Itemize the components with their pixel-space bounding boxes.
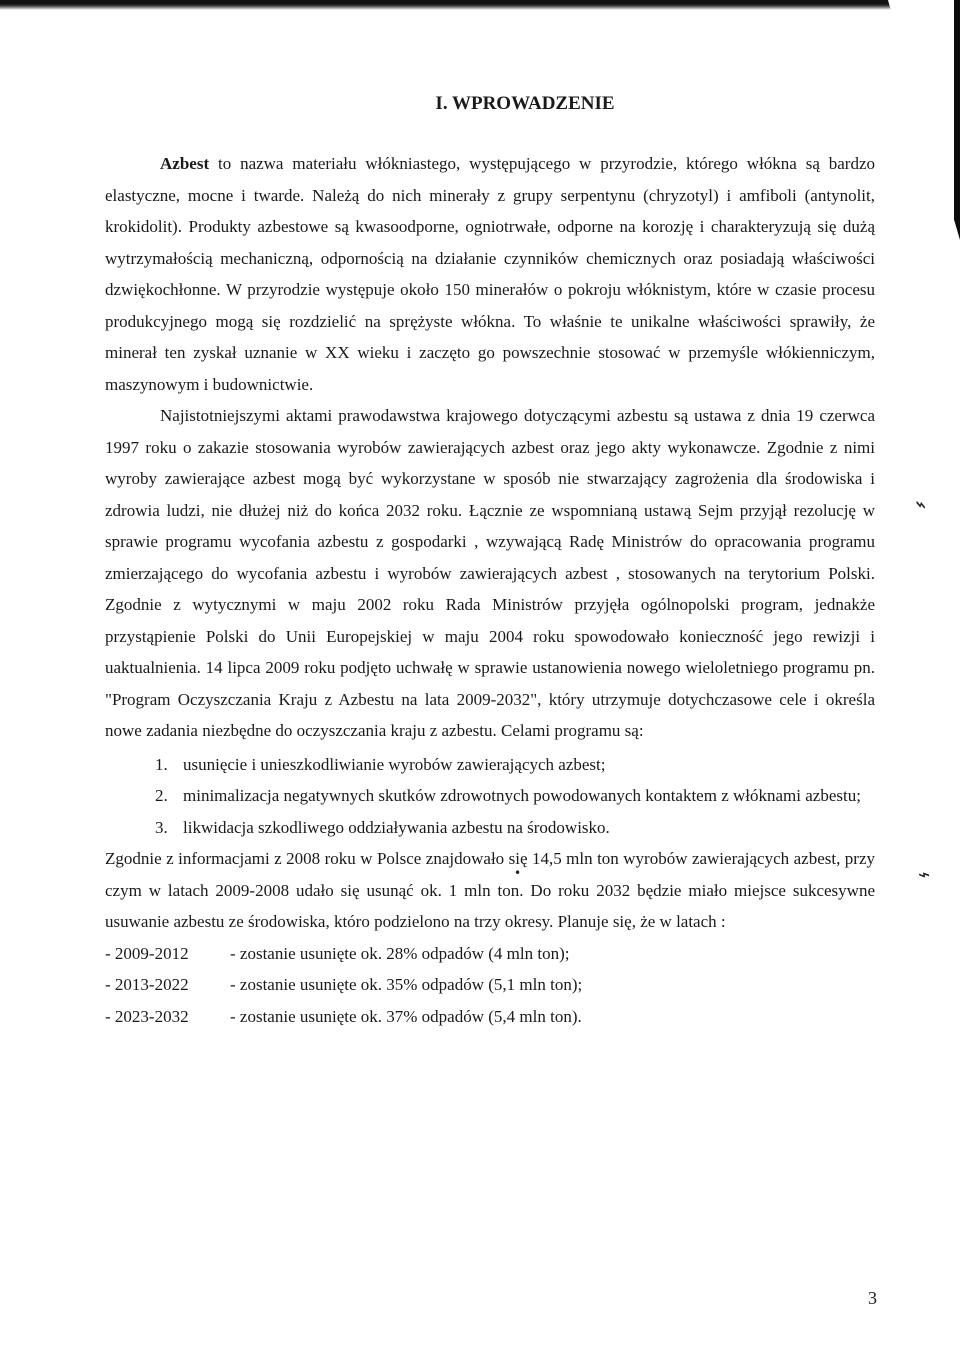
scan-edge-corner-fill: [888, 0, 954, 236]
program-goals-list: [105, 749, 875, 844]
list-item-number: 2.: [155, 786, 168, 805]
list-item: [105, 938, 875, 970]
pen-mark: ⌁: [911, 490, 931, 518]
document-page: [105, 92, 875, 1032]
list-item: [105, 969, 875, 1001]
period-text: - zostanie usunięte ok. 35% odpadów (5,1 mln ton);: [230, 975, 583, 994]
intro-lead-term: Azbest: [160, 154, 210, 173]
list-item: [105, 812, 875, 844]
intro-text: to nazwa materiału włókniastego, występującego w przyrodzie, którego włókna są bardzo elastyczne, mocne i twarde. Należą do nich minerały z grupy serpentynu (chryzotyl) i amfiboli (antynolit, krokidolit). Produkty azbestowe są kwasoodporne, ogniotrwałe, odporne na korozję i charakteryzują się dużą wytrzymałością mechaniczną, odpornością na działanie czynników chemicznych oraz posiadają właściwości dzwiękochłonne. W przyrodzie występuje około 150 minerałów o pokroju włóknistym, które w czasie procesu produkcyjnego mogą się rozdzielić na sprężyste włókna. To właśnie te unikalne właściwości sprawiły, że minerał ten zyskał uznanie w XX wieku i zaczęto go powszechnie stosować w przemyśle włókienniczym, maszynowym i budownictwie.: [105, 154, 875, 394]
list-item-text: minimalizacja negatywnych skutków zdrowotnych powodowanych kontaktem z włóknami azbestu;: [183, 786, 861, 805]
period-range: - 2013-2022: [105, 975, 189, 994]
scan-edge-top: [0, 0, 960, 10]
period-text: - zostanie usunięte ok. 37% odpadów (5,4 mln ton).: [230, 1006, 582, 1026]
page-title: I. WPROWADZENIE: [435, 93, 615, 114]
list-item-number: 1.: [155, 754, 168, 774]
list-item-text: likwidacja szkodliwego oddziaływania azbestu na środowisko.: [183, 817, 610, 837]
period-range: - 2023-2032: [105, 1006, 189, 1026]
list-item-number: 3.: [155, 817, 168, 837]
legislation-paragraph: Najistotniejszymi aktami prawodawstwa krajowego dotyczącymi azbestu są ustawa z dnia 19 czerwca 1997 roku o zakazie stosowania wyrobów zawierających azbest oraz jego akty wykonawcze. Zgodnie z nimi wyroby zawierające azbest mogą być wykorzystane w sposób nie stwarzający zagrożenia dla środowiska i zdrowia ludzi, nie dłużej niż do końca 2032 roku. Łącznie ze wspomnianą ustawą Sejm przyjął rezolucję w sprawie programu wycofania azbestu z gospodarki , wzywającą Radę Ministrów do opracowania programu zmierzającego do wycofania azbestu i wyrobów zawierających azbest , stosowanych na terytorium Polski. Zgodnie z wytycznymi w maju 2002 roku Rada Ministrów przyjęła ogólnopolski program, jednakże przystąpienie Polski do Unii Europejskiej w maju 2004 roku spowodowało konieczność jego rewizji i uaktualnienia. 14 lipca 2009 roku podjęto uchwałę w sprawie ustanowienia nowego wieloletniego programu pn. "Program Oczyszczania Kraju z Azbestu na lata 2009-2032", który utrzymuje dotychczasowe cele i określa nowe zadania niezbędne do oczyszczania kraju z azbestu. Celami programu są:: [105, 406, 875, 740]
removal-paragraph: Zgodnie z informacjami z 2008 roku w Polsce znajdowało się 14,5 mln ton wyrobów zawierających azbest, przy czym w latach 2009-2008 udało się usunąć ok. 1 mln ton. Do roku 2032 będzie miało miejsce sukcesywne usuwanie azbestu ze środowiska, któro podzielono na trzy okresy. Planuje się, że w latach :: [105, 849, 875, 931]
period-text: - zostanie usunięte ok. 28% odpadów (4 mln ton);: [230, 943, 570, 963]
period-range: - 2009-2012: [105, 943, 189, 963]
removal-periods-list: [105, 938, 875, 1033]
intro-paragraph: [105, 148, 875, 400]
page-number: 3: [868, 1288, 877, 1308]
pen-dot: •: [514, 866, 522, 880]
list-item-text: usunięcie i unieszkodliwianie wyrobów zawierających azbest;: [183, 754, 606, 774]
list-item: [105, 749, 875, 781]
pen-mark: ⌁: [916, 861, 933, 887]
list-item: [105, 1001, 875, 1033]
list-item: [105, 780, 875, 812]
